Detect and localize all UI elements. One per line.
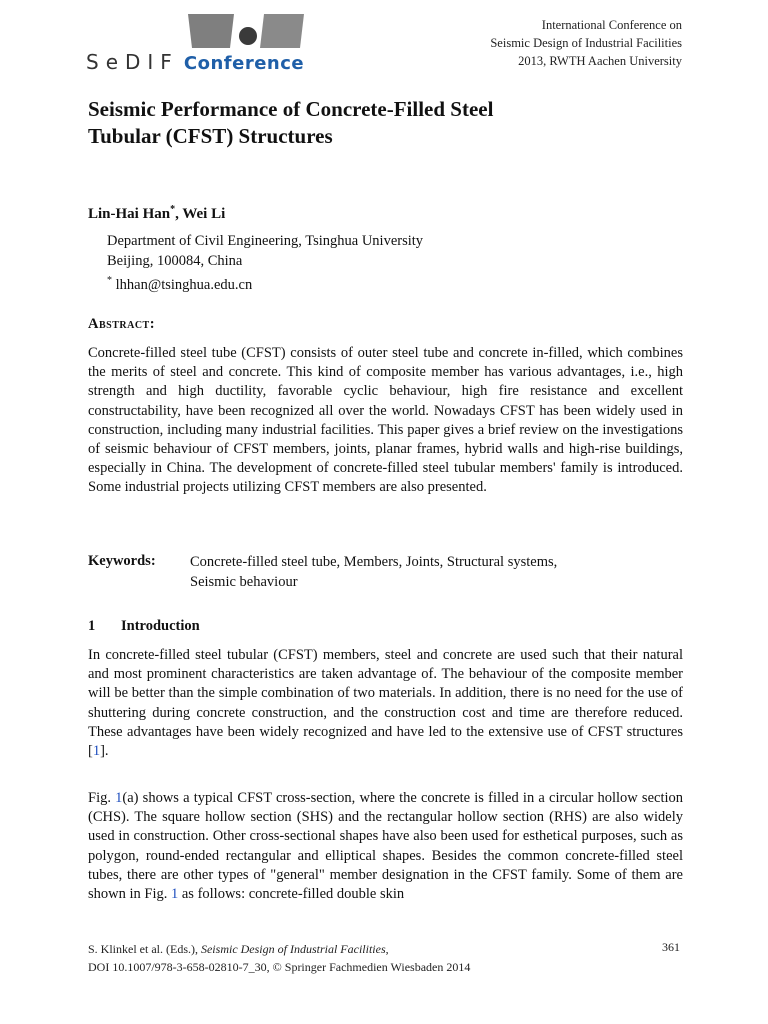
section-title: Introduction [121,618,200,634]
logo-wordmark [86,50,304,74]
logo-dot [239,27,257,45]
footer-editors: S. Klinkel et al. (Eds.), [88,942,201,956]
logo-conference: Conference [183,53,305,74]
authors [88,204,225,223]
affiliation [107,232,423,295]
footer-doi: DOI 10.1007/978-3-658-02810-7_30, © Springer Fachmedien Wiesbaden 2014 [88,960,471,974]
affiliation-dept: Department of Civil Engineering, Tsinghua University [107,233,424,249]
author-rest: , Wei Li [175,206,226,222]
section-number: 1 [88,618,96,634]
affiliation-email: lhhan@tsinghua.edu.cn [112,276,253,293]
conference-header-line1: International Conference on [541,18,682,32]
intro-p1-end: ]. [100,743,109,760]
intro-p2-b: (a) shows a typical CFST cross-section, where the concrete is filled in a circular hollow section (CHS). The square hollow section (SHS) and the rectangular hollow section (RHS) are also widely used in construction. Other cross-sectional shapes have also been used for esthetical purposes, such as polygon, round-ended rectangular and elliptical shapes. Besides the common concrete-filled steel tubes, there are other types of "general" member designation in the CFST family. Some of them are shown in Fig. [88,790,683,903]
abstract-heading-initial: A [88,316,99,332]
intro-paragraph-1 [88,646,683,761]
intro-p2-c: as follows: concrete-filled double skin [178,886,405,903]
affiliation-email-line [107,271,423,295]
keywords-label: Keywords: [88,553,156,569]
logo-graphic [186,14,426,54]
footer-line1 [88,940,470,958]
paper-title-line1: Seismic Performance of Concrete-Filled Steel [88,97,494,121]
keywords-line2: Seismic behaviour [190,573,298,590]
abstract-heading-rest: bstract: [98,316,156,332]
conference-header-line3: 2013, RWTH Aachen University [518,54,682,68]
conference-header-line2: Seismic Design of Industrial Facilities [490,36,682,50]
paper-title-line2: Tubular (CFST) Structures [88,124,333,148]
affiliation-city: Beijing, 100084, China [107,252,243,269]
email-star: * [107,275,112,286]
page-number: 361 [662,940,680,954]
footer-citation [88,940,470,976]
conference-header [490,16,682,70]
section-heading-introduction [88,618,200,635]
logo-left-block [188,14,234,48]
paper-title [88,96,648,150]
intro-paragraph-2 [88,789,683,904]
author-first: Lin-Hai Han [88,206,171,222]
logo-right-block [260,14,304,48]
intro-p1-text: In concrete-filled steel tubular (CFST) members, steel and concrete are used such that their natural and most prominent characteristics are taken advantage of. The behaviour of the composite member will be better than the simple combination of two materials. In addition, there is no need for the use of shuttering during concrete construction, and the construction cost and time are therefore reduced. These advantages have been widely recognized and have led to the extensive use of CFST structures [ [88,647,683,760]
footer-comma: , [385,942,389,956]
footer-book-title: Seismic Design of Industrial Facilities [200,942,386,956]
logo-sedif: SeDIF [86,50,179,74]
abstract-heading [88,316,155,333]
figure-link[interactable]: 1 [171,886,179,903]
intro-p2-a: Fig. [88,790,116,806]
abstract-body: Concrete-filled steel tube (CFST) consists of outer steel tube and concrete in-filled, which combines the merits of steel and concrete. This kind of composite member has various advantages, i.e., high strength and high ductility, favorable cyclic behaviour, high fire resistance and excellent constructability, have been recognized all over the world. Nowadays CFST has been widely used in construction, including many industrial facilities. This paper gives a brief review on the investigations of seismic behaviour of CFST members, joints, planar frames, hybrid walls and high-rise buildings, especially in China. The development of concrete-filled steel tubular members' family is introduced. Some industrial projects utilizing CFST members are also presented. [88,345,683,496]
author-star: * [170,204,176,215]
figure-link[interactable]: 1 [115,790,123,806]
conference-logo [86,14,326,72]
keywords-line1: Concrete-filled steel tube, Members, Joints, Structural systems, [190,554,558,570]
citation-link[interactable]: 1 [92,743,101,760]
keywords-list [190,553,670,592]
